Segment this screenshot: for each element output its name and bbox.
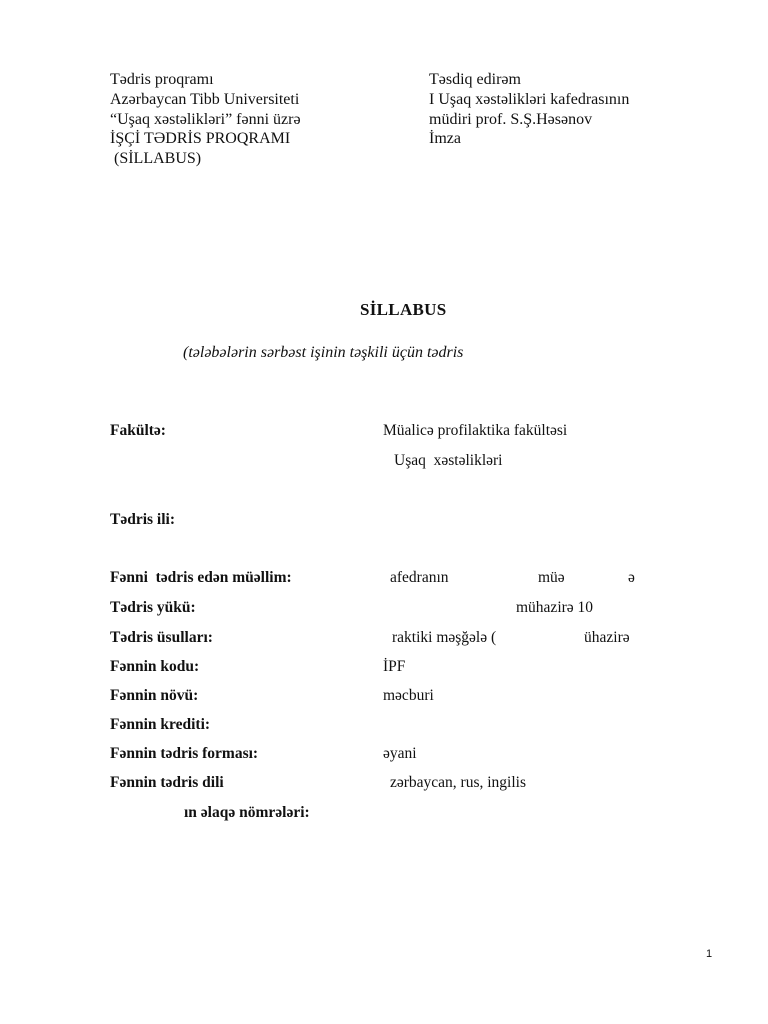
teacher-value-2: müə [538, 569, 565, 586]
code-value: İPF [383, 658, 406, 675]
methods-value-1: raktiki məşğələ ( [392, 629, 497, 646]
teacher-value-3: ə [628, 569, 635, 586]
header-left-line-3: “Uşaq xəstəlikləri” fənni üzrə [110, 111, 301, 128]
department-value: Uşaq xəstəlikləri [394, 452, 503, 469]
teacher-value-1: afedranın [390, 569, 449, 586]
form-label: Fənnin tədris forması: [110, 745, 259, 762]
form-value: əyani [383, 745, 417, 762]
load-label: Tədris yükü: [110, 599, 196, 616]
teacher-label: Fənni tədris edən müəllim: [110, 569, 292, 586]
code-label: Fənnin kodu: [110, 658, 200, 675]
contact-label: ın əlaqə nömrələri: [184, 804, 310, 821]
methods-label: Tədris üsulları: [110, 629, 213, 646]
header-left-line-5: (SİLLABUS) [110, 150, 202, 167]
header-left-line-4: İŞÇİ TƏDRİS PROQRAMI [110, 130, 291, 147]
language-label: Fənnin tədris dili [110, 774, 224, 791]
faculty-label: Fakültə: [110, 422, 166, 439]
credit-label: Fənnin krediti: [110, 716, 211, 733]
document-title: SİLLABUS [360, 300, 447, 319]
header-right-line-1: Təsdiq edirəm [429, 71, 521, 88]
type-value: məcburi [383, 687, 434, 704]
language-value: zərbaycan, rus, ingilis [390, 774, 527, 791]
faculty-value: Müalicə profilaktika fakültəsi [383, 422, 568, 439]
header-right-line-2: I Uşaq xəstəlikləri kafedrasının [429, 91, 630, 108]
type-label: Fənnin növü: [110, 687, 199, 704]
page-number: 1 [706, 948, 713, 960]
header-right-line-3: müdiri prof. S.Ş.Həsənov [429, 111, 593, 128]
methods-value-2: ühazirə [584, 629, 630, 646]
header-left-line-1: Tədris proqramı [110, 71, 214, 88]
header-left-line-2: Azərbaycan Tibb Universiteti [110, 91, 300, 108]
header-right-line-4: İmza [429, 130, 461, 147]
year-label: Tədris ili: [110, 511, 176, 528]
document-subtitle: (tələbələrin sərbəst işinin təşkili üçün tədris [183, 344, 464, 361]
load-value: mühazirə 10 [516, 599, 594, 616]
